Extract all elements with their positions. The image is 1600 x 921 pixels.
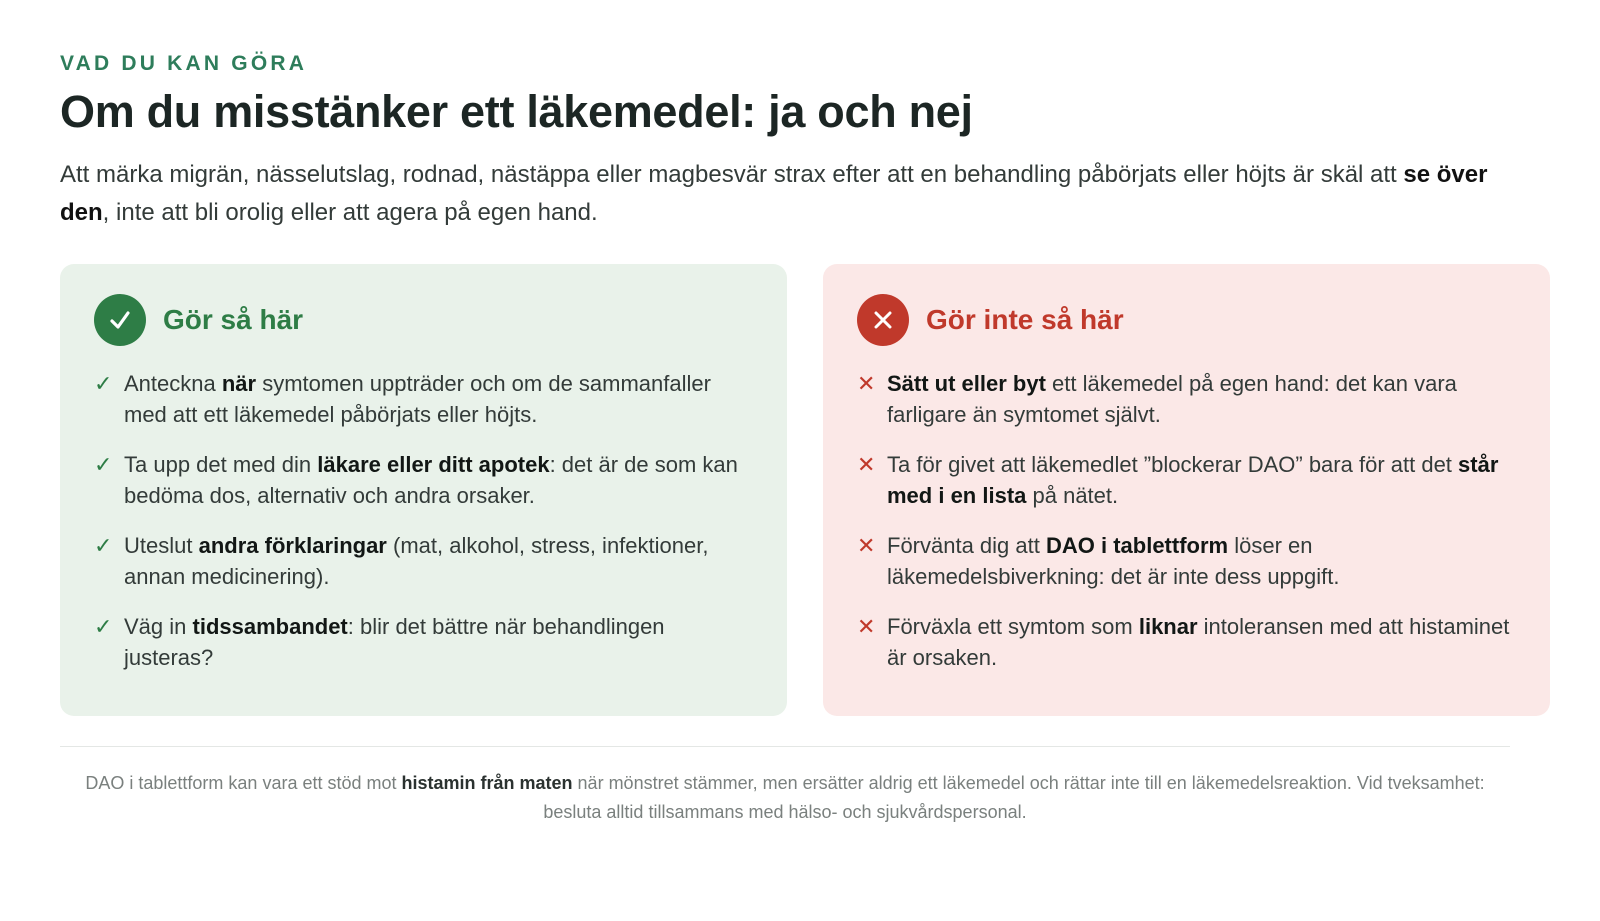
dont-item-text: Förvänta dig att DAO i tablettform löser en läkemedelsbiverkning: det är inte dess uppgift. (887, 533, 1340, 589)
x-mark-icon: ✕ (857, 371, 876, 396)
dont-list-item (857, 530, 1516, 592)
checkmark-icon: ✓ (94, 452, 113, 477)
do-item-text: Ta upp det med din läkare eller ditt apotek: det är de som kan bedöma dos, alternativ och andra orsaker. (124, 452, 738, 508)
checkmark-icon: ✓ (94, 533, 113, 558)
do-list-item (94, 368, 753, 430)
page-title: Om du misstänker ett läkemedel: ja och nej (60, 86, 973, 137)
footnote: DAO i tablettform kan vara ett stöd mot histamin från maten när mönstret stämmer, men ersätter aldrig ett läkemedel och rättar inte till en läkemedelsreaktion. Vid tveksamhet: besluta alltid tillsammans med hälso- och sjukvårdspersonal. (85, 773, 1485, 822)
dont-card-header (857, 294, 1516, 346)
divider (60, 746, 1510, 747)
do-item-text: Väg in tidssambandet: blir det bättre när behandlingen justeras? (124, 614, 665, 670)
x-mark-icon: ✕ (857, 452, 876, 477)
dont-item-text: Förväxla ett symtom som liknar intoleransen med att histaminet är orsaken. (887, 614, 1510, 670)
cross-icon (857, 294, 909, 346)
intro-text: Att märka migrän, nässelutslag, rodnad, nästäppa eller magbesvär strax efter att en behandling påbörjats eller höjts är skäl att (60, 161, 1404, 188)
do-list-item (94, 449, 753, 511)
section-eyebrow: VAD DU KAN GÖRA (60, 52, 308, 75)
checkmark-icon: ✓ (94, 614, 113, 639)
dont-list-item (857, 368, 1516, 430)
check-icon (94, 294, 146, 346)
dont-list-item (857, 449, 1516, 511)
footnote-emphasis: histamin från maten (401, 773, 573, 793)
do-card-header (94, 294, 753, 346)
do-list-item (94, 611, 753, 673)
dont-item-text: Ta för givet att läkemedlet ”blockerar DAO” bara för att det står med i en lista på nätet. (887, 452, 1499, 508)
do-card-title: Gör så här (163, 304, 304, 335)
do-list-item (94, 530, 753, 592)
do-item-text: Uteslut andra förklaringar (mat, alkohol, stress, infektioner, annan medicinering). (124, 533, 709, 589)
dont-list-item (857, 611, 1516, 673)
intro-paragraph (60, 156, 1540, 232)
checkmark-icon: ✓ (94, 371, 113, 396)
dont-card-title: Gör inte så här (926, 304, 1124, 335)
dont-item-text: Sätt ut eller byt ett läkemedel på egen hand: det kan vara farligare än symtomet självt. (887, 371, 1457, 427)
dont-list (857, 368, 1516, 673)
dont-card (823, 264, 1550, 716)
x-mark-icon: ✕ (857, 614, 876, 639)
do-card (60, 264, 787, 716)
intro-text-end: , inte att bli orolig eller att agera på egen hand. (102, 199, 598, 226)
cards-row (60, 264, 1550, 716)
do-item-text: Anteckna när symtomen uppträder och om de sammanfaller med att ett läkemedel påbörjats eller höjts. (124, 371, 711, 427)
intro-emphasis: se över den (60, 161, 1488, 226)
x-mark-icon: ✕ (857, 533, 876, 558)
do-list (94, 368, 753, 673)
